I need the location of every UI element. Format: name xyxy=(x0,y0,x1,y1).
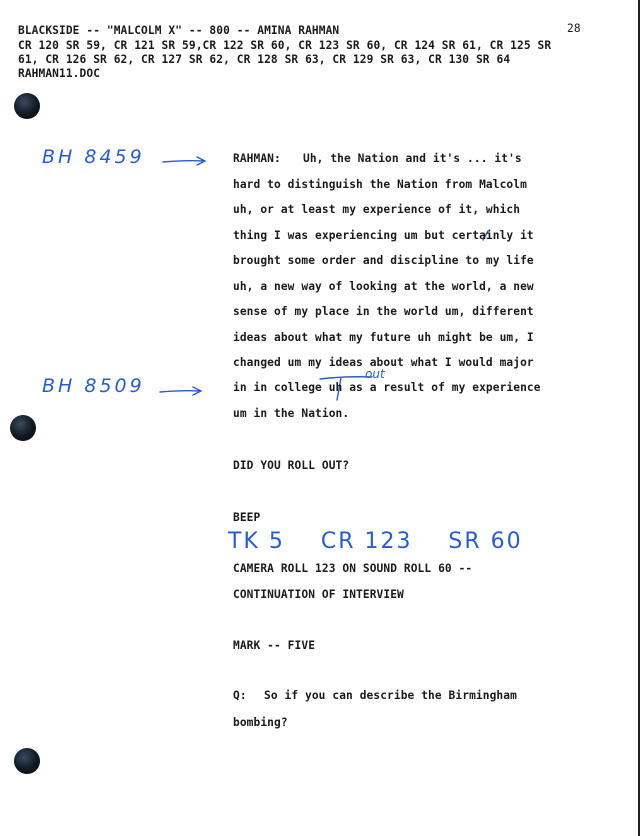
transcript-line: in in college uh as a result of my experience xyxy=(233,381,541,394)
question-label: Q: xyxy=(233,689,247,702)
beep-line: BEEP xyxy=(233,511,261,524)
transcript-line: Uh, the Nation and it's ... it's xyxy=(303,152,522,165)
transcript-line: brought some order and discipline to my life xyxy=(233,254,534,267)
arrow-right-icon xyxy=(163,157,205,165)
transcript-line: changed um my ideas about what I would major xyxy=(233,356,534,369)
header-title: BLACKSIDE -- "MALCOLM X" -- 800 -- AMINA RAHMAN xyxy=(18,24,340,37)
transcript-line: uh, or at least my experience of it, which xyxy=(233,203,521,216)
transcript-line: sense of my place in the world um, different xyxy=(233,305,534,318)
transcript-line: hard to distinguish the Nation from Malcolm xyxy=(233,178,527,191)
handwritten-tk-cr-sr: TK 5 CR 123 SR 60 xyxy=(228,529,523,554)
roll-out-question: DID YOU ROLL OUT? xyxy=(233,459,350,472)
question-line: So if you can describe the Birmingham xyxy=(264,689,517,702)
header-rolls-line-2: 61, CR 126 SR 62, CR 127 SR 62, CR 128 SR 63, CR 129 SR 63, CR 130 SR 64 xyxy=(18,53,511,66)
transcript-line: um in the Nation. xyxy=(233,407,350,420)
page-number: 28 xyxy=(567,22,581,35)
header-rolls-line-1: CR 120 SR 59, CR 121 SR 59,CR 122 SR 60, CR 123 SR 60, CR 124 SR 61, CR 125 SR xyxy=(18,39,552,52)
transcript-line: ideas about what my future uh might be um, I xyxy=(233,331,534,344)
handwritten-bh-8459: BH 8459 xyxy=(42,146,145,168)
transcript-line: uh, a new way of looking at the world, a new xyxy=(233,280,534,293)
camera-roll-line-1: CAMERA ROLL 123 ON SOUND ROLL 60 -- xyxy=(233,562,473,575)
handwritten-out-note: out xyxy=(365,367,385,381)
camera-roll-line-2: CONTINUATION OF INTERVIEW xyxy=(233,588,404,601)
transcript-line: thing I was experiencing um but certainly it xyxy=(233,229,534,242)
arrow-right-icon xyxy=(160,387,201,395)
speaker-label: RAHMAN: xyxy=(233,152,281,165)
question-line: bombing? xyxy=(233,716,288,729)
mark-line: MARK -- FIVE xyxy=(233,639,316,652)
header-filename: RAHMAN11.DOC xyxy=(18,67,101,80)
handwritten-bh-8509: BH 8509 xyxy=(42,375,145,397)
